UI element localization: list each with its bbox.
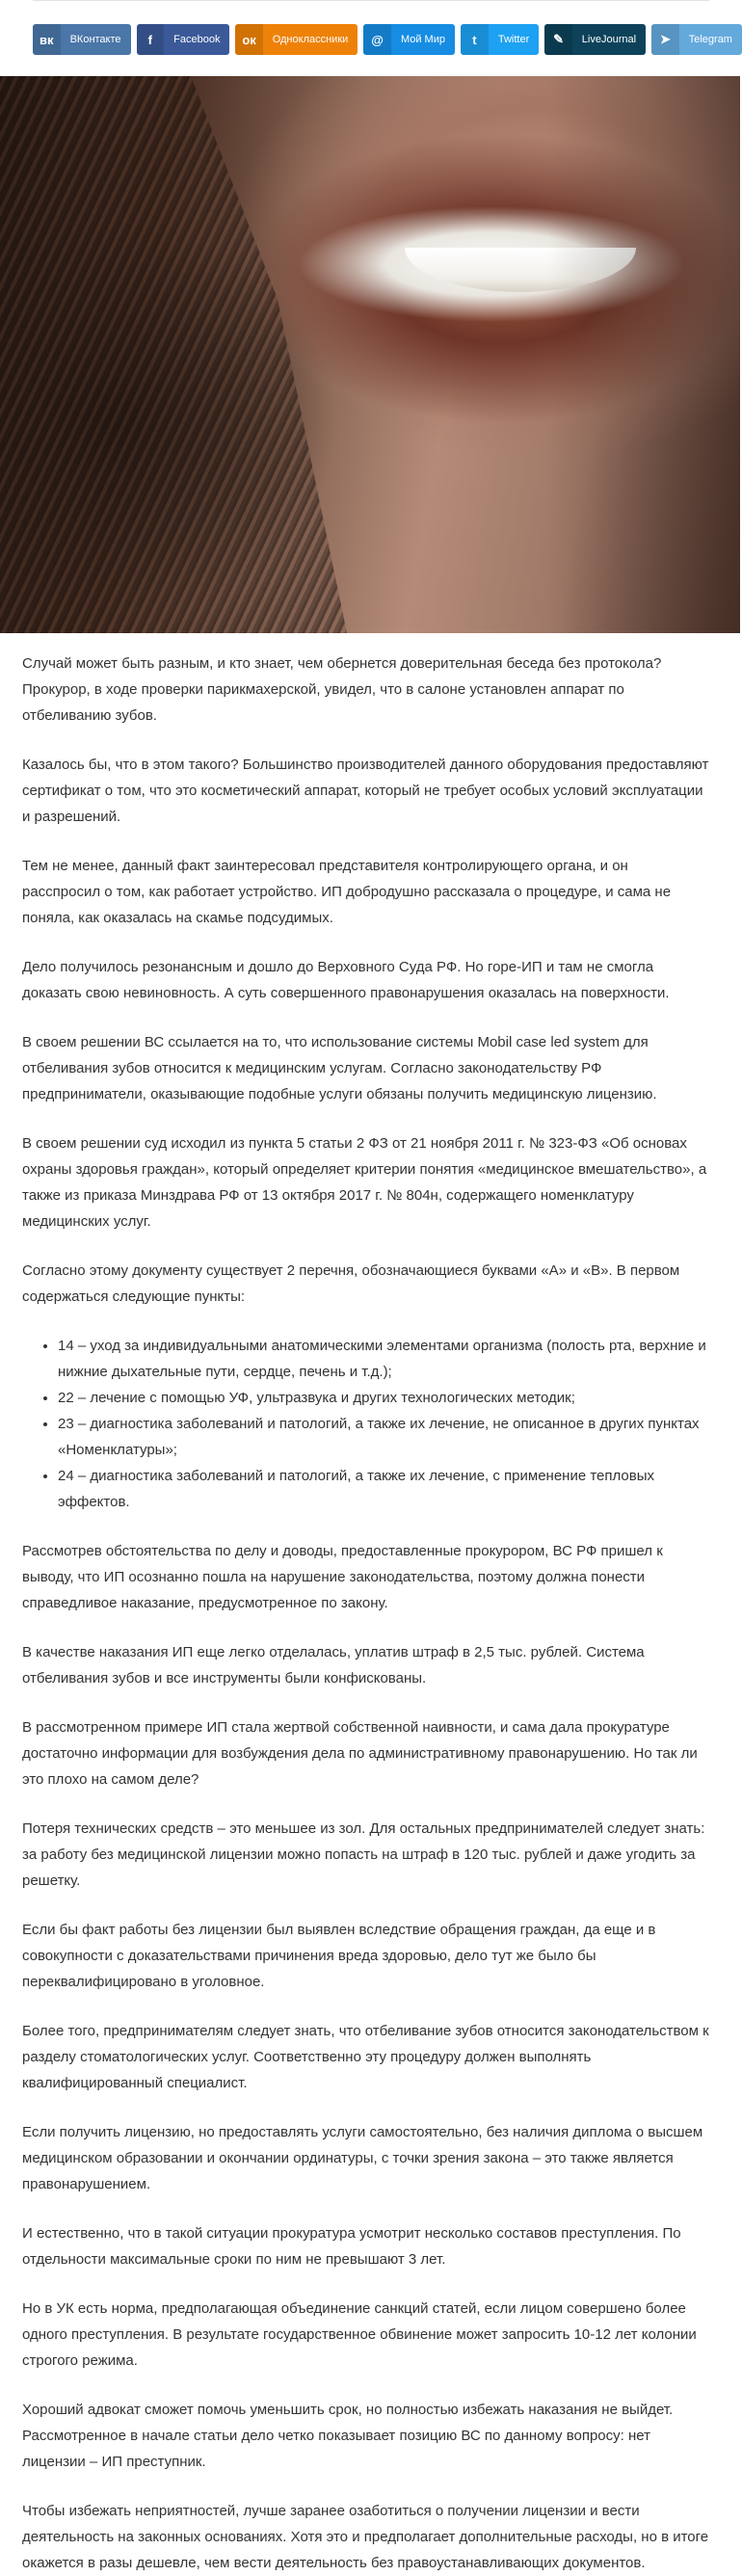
share-label: Мой Мир [400, 34, 445, 45]
share-label: LiveJournal [581, 34, 637, 45]
share-button-vk[interactable] [33, 24, 131, 55]
hero-hair [0, 76, 347, 633]
share-buttons [0, 1, 742, 55]
share-button-twitter[interactable] [461, 24, 539, 55]
facebook-icon: f [137, 24, 165, 55]
article-paragraph: Чтобы избежать неприятностей, лучше заранее озаботиться о получении лицензии и вести деятельность на законных основаниях. Хотя это и предполагает дополнительные расходы, но в итоге окажется в разы дешевле, чем вести деятельность без правоустанавливающих документов. [22, 2503, 709, 2571]
article-paragraph: В своем решении суд исходил из пункта 5 статьи 2 ФЗ от 21 ноября 2011 г. № 323-ФЗ «Об основах охраны здоровья граждан», который определяет критерии понятия «медицинское вмешательство», а также из приказа Минздрава РФ от 13 октября 2017 г. № 804н, содержащего номенклатуру медицинских услуг. [22, 1135, 707, 1230]
article-paragraph: Случай может быть разным, и кто знает, чем обернется доверительная беседа без протокола? Прокурор, в ходе проверки парикмахерской, увидел, что в салоне установлен аппарат по отбеливанию зубов. [22, 655, 662, 724]
article-paragraph: Более того, предпринимателям следует знать, что отбеливание зубов относится законодательством к разделу стоматологических услуг. Соответственно эту процедуру должен выполнять квалифицированный специалист. [22, 2023, 709, 2091]
twitter-icon: t [461, 24, 489, 55]
list-item: • 23 – диагностика заболеваний и патологий, а также их лечение, не описанное в других пунктах «Номенклатуры»; [58, 1411, 709, 1463]
odnoklassniki-icon: ок [235, 24, 262, 55]
article-body [0, 633, 742, 2576]
livejournal-icon: ✎ [544, 24, 572, 55]
share-label: Одноклассники [272, 34, 349, 45]
vk-icon: вк [33, 24, 61, 55]
article-paragraph: Если бы факт работы без лицензии был выявлен вследствие обращения граждан, да еще и в совокупности с доказательствами причинения вреда здоровью, дело тут же было бы переквалифицировано в уголовное. [22, 1922, 656, 1990]
hero-image-smiling-woman [0, 76, 740, 633]
share-label: Telegram [688, 34, 732, 45]
share-button-telegram[interactable] [651, 24, 742, 55]
services-list [22, 1333, 709, 1515]
share-button-odnoklassniki[interactable] [235, 24, 358, 55]
moimir-icon: @ [363, 24, 391, 55]
share-button-livejournal[interactable] [544, 24, 646, 55]
article-paragraph: Хороший адвокат сможет помочь уменьшить срок, но полностью избежать наказания не выйдет. Рассмотренное в начале статьи дело четко показывает позицию ВС по данному вопросу: нет лицензии – ИП преступник. [22, 2402, 674, 2470]
article-paragraph: Дело получилось резонансным и дошло до Верховного Суда РФ. Но горе-ИП и там не смогла доказать свою невиновность. А суть совершенного правонарушения оказалась на поверхности. [22, 959, 670, 1001]
article-paragraph: Потеря технических средств – это меньшее из зол. Для остальных предпринимателей следует знать: за работу без медицинской лицензии можно попасть на штраф в 120 тыс. рублей и даже угодить за решетку. [22, 1820, 705, 1889]
share-button-facebook[interactable] [137, 24, 230, 55]
article-paragraph: Но в УК есть норма, предполагающая объединение санкций статей, если лицом совершено более одного преступления. В результате государственное обвинение может запросить 10-12 лет колонии строгого режима. [22, 2300, 697, 2369]
article-paragraph: В качестве наказания ИП еще легко отделалась, уплатив штраф в 2,5 тыс. рублей. Система отбеливания зубов и все инструменты были конфискованы. [22, 1644, 645, 1686]
share-label: Twitter [497, 34, 530, 45]
article-paragraph: Согласно этому документу существует 2 перечня, обозначающиеся буквами «А» и «В». В первом содержаться следующие пункты: [22, 1262, 680, 1305]
share-label: ВКонтакте [69, 34, 121, 45]
article-paragraph: Казалось бы, что в этом такого? Большинство производителей данного оборудования предоставляют сертификат о том, что это косметический аппарат, который не требует особых условий эксплуатации и разрешений. [22, 757, 709, 825]
article-paragraph: Рассмотрев обстоятельства по делу и доводы, предоставленные прокурором, ВС РФ пришел к выводу, что ИП осознанно пошла на нарушение законодательства, поэтому должна понести справедливое наказание, предусмотренное по закону. [22, 1543, 663, 1611]
article-paragraph: И естественно, что в такой ситуации прокуратура усмотрит несколько составов преступления. По отдельности максимальные сроки по ним не превышают 3 лет. [22, 2225, 681, 2268]
share-button-moimir[interactable] [363, 24, 455, 55]
list-item: • 14 – уход за индивидуальными анатомическими элементами организма (полость рта, верхние и нижние дыхательные пути, сердце, печень и т.д.); [58, 1333, 709, 1385]
list-item: • 22 – лечение с помощью УФ, ультразвука и других технологических методик; [58, 1385, 709, 1411]
article-paragraph: В рассмотренном примере ИП стала жертвой собственной наивности, и сама дала прокуратуре достаточно информации для возбуждения дела по административному правонарушению. Но так ли это плохо на самом деле? [22, 1719, 698, 1788]
share-label: Facebook [173, 34, 221, 45]
article-paragraph: В своем решении ВС ссылается на то, что использование системы Mobil case led system для отбеливания зубов относится к медицинским услугам. Согласно законодательству РФ предприниматели, оказывающие подобные услуги обязаны получить медицинскую лицензию. [22, 1034, 657, 1102]
telegram-icon: ➤ [651, 24, 679, 55]
hero-shade [547, 76, 740, 633]
article-paragraph: Если получить лицензию, но предоставлять услуги самостоятельно, без наличия диплома о высшем медицинском образовании и окончании ординатуры, с точки зрения закона – это также является правонарушением. [22, 2124, 703, 2192]
article-paragraph: Тем не менее, данный факт заинтересовал представителя контролирующего органа, и он расспросил о том, как работает устройство. ИП добродушно рассказала о процедуре, и сама не поняла, как оказалась на скамье подсудимых. [22, 858, 672, 926]
list-item: • 24 – диагностика заболеваний и патологий, а также их лечение, с применение тепловых эффектов. [58, 1463, 709, 1515]
